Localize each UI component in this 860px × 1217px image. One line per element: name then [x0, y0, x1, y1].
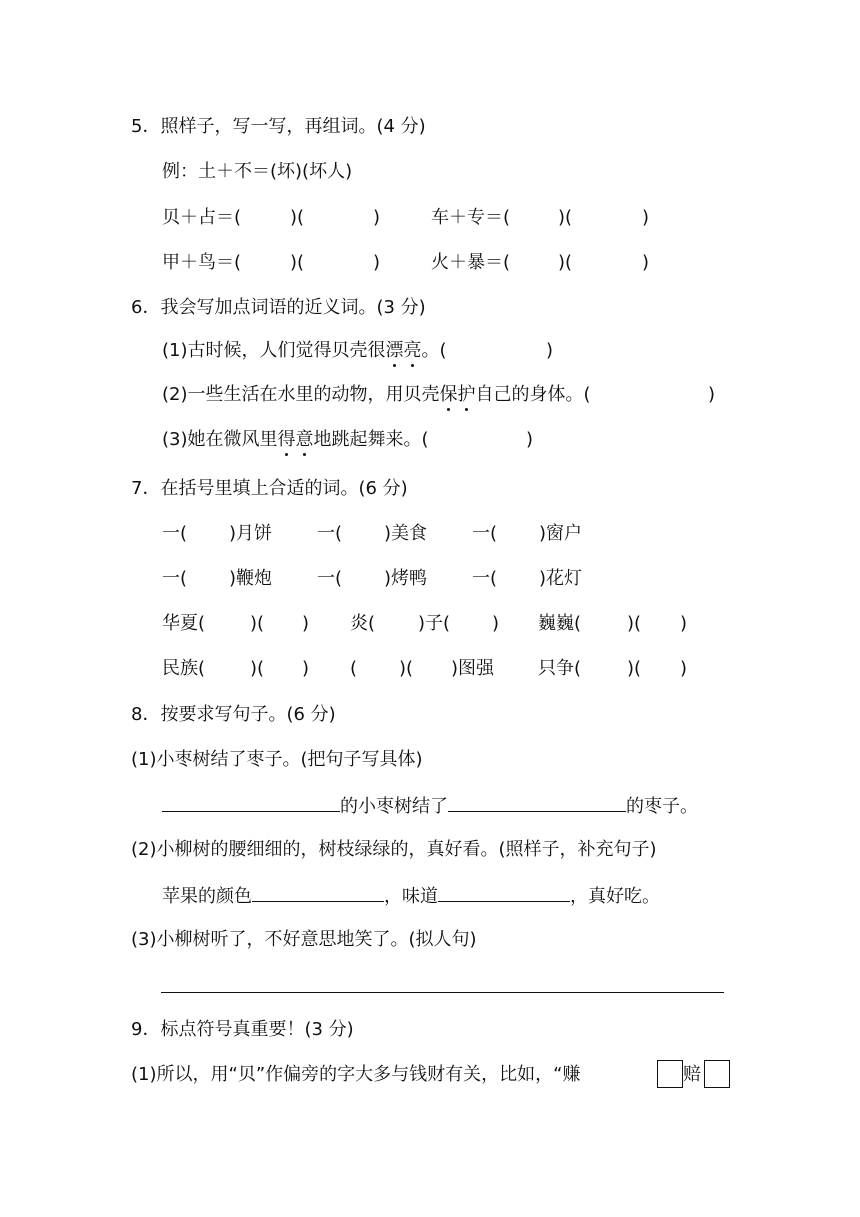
- q6-s2-text: (2)一些生活在水里的动物，用贝壳: [162, 384, 440, 405]
- q5-item-1b: )(: [290, 207, 305, 228]
- q7-r3-c1a: 华夏(: [162, 613, 206, 634]
- q7-r2-c3b: )花灯: [539, 568, 583, 589]
- q7-r3-c1c: ): [302, 613, 310, 634]
- q6-sentence-3: [162, 428, 429, 452]
- q6-s2-dot-char-1: 保: [439, 384, 458, 405]
- answer-blank[interactable]: [448, 793, 626, 812]
- q9-p1-char: 赔: [683, 1064, 701, 1085]
- q6-s1-text: (1)古时候，人们觉得贝壳很: [162, 340, 386, 361]
- q7-r3-c3c: ): [680, 613, 688, 634]
- q7-r1-c2a: 一(: [317, 523, 343, 544]
- q9-title: 9．标点符号真重要！(3 分): [131, 1019, 354, 1040]
- q7-r2-c1a: 一(: [162, 568, 188, 589]
- q7-r4-c1b: )(: [250, 658, 265, 679]
- q5-item-4c: ): [642, 252, 650, 273]
- q7-r3-c3a: 巍巍(: [538, 613, 582, 634]
- q7-r3-c3b: )(: [627, 613, 642, 634]
- q5-item-2a: 车＋专＝(: [431, 207, 511, 228]
- q7-r1-c3a: 一(: [472, 523, 498, 544]
- q6-s3-dot-char-1: 得: [277, 429, 296, 450]
- q7-r2-c2b: )烤鸭: [384, 568, 428, 589]
- q6-s3-dot-char-2: 意: [295, 429, 314, 450]
- q8-title: 8．按要求写句子。(6 分): [131, 704, 336, 725]
- q7-r1-c1b: )月饼: [229, 523, 273, 544]
- q7-r1-c2b: )美食: [384, 523, 428, 544]
- q6-s3-text: (3)她在微风里: [162, 429, 278, 450]
- q7-r3-c2c: ): [492, 613, 500, 634]
- q7-r4-c3a: 只争(: [538, 658, 582, 679]
- q7-r2-c3a: 一(: [472, 568, 498, 589]
- q7-r4-c3c: ): [680, 658, 688, 679]
- q5-item-2c: ): [642, 207, 650, 228]
- q7-r4-c2a: (: [350, 658, 358, 679]
- q5-item-4b: )(: [558, 252, 573, 273]
- q7-r4-c1c: ): [302, 658, 310, 679]
- q7-r1-c1a: 一(: [162, 523, 188, 544]
- q6-s1-post: 。(: [421, 340, 447, 361]
- q8-p1-text-b: 的枣子。: [626, 796, 698, 817]
- q5-item-2b: )(: [558, 207, 573, 228]
- q7-title: 7．在括号里填上合适的词。(6 分): [131, 478, 408, 499]
- q8-part-1: (1)小枣树结了枣子。(把句子写具体): [131, 749, 423, 770]
- q8-p1-text-a: 的小枣树结了: [340, 796, 448, 817]
- q6-s3-post: 地跳起舞来。(: [313, 429, 429, 450]
- q6-s1-close: ): [546, 340, 554, 361]
- q5-item-3c: ): [373, 252, 381, 273]
- answer-blank[interactable]: [252, 883, 384, 902]
- q7-r4-c1a: 民族(: [162, 658, 206, 679]
- q6-s2-dot-char-2: 护: [457, 384, 476, 405]
- q6-title: 6．我会写加点词语的近义词。(3 分): [131, 297, 426, 318]
- q8-part-2: (2)小柳树的腰细细的，树枝绿绿的，真好看。(照样子，补充句子): [131, 839, 657, 860]
- q5-example: 例：土＋不＝(坏)(坏人): [162, 161, 353, 182]
- q8-p2-text-c: ，真好吃。: [570, 886, 660, 907]
- q9-part-1: (1)所以，用“贝”作偏旁的字大多与钱财有关，比如，“赚: [131, 1064, 581, 1085]
- q6-sentence-2: [162, 383, 591, 407]
- q5-item-1c: ): [373, 207, 381, 228]
- q7-r3-c2b: )子(: [418, 613, 451, 634]
- q7-r3-c1b: )(: [250, 613, 265, 634]
- q5-item-4a: 火＋暴＝(: [431, 252, 511, 273]
- punctuation-box-1[interactable]: [657, 1060, 683, 1088]
- q6-s3-close: ): [526, 429, 534, 450]
- q8-part-3: (3)小柳树听了，不好意思地笑了。(拟人句): [131, 929, 477, 950]
- q6-s2-post: 自己的身体。(: [475, 384, 591, 405]
- q7-r4-c3b: )(: [627, 658, 642, 679]
- q6-s1-dot-char-2: 亮: [403, 340, 422, 361]
- q8-part-1-answer: [162, 793, 698, 819]
- q6-s2-close: ): [708, 384, 716, 405]
- q8-p2-text-b: ，味道: [384, 886, 438, 907]
- q7-r2-c1b: )鞭炮: [229, 568, 273, 589]
- q5-item-1a: 贝＋占＝(: [162, 207, 242, 228]
- q7-r4-c2b: )(: [399, 658, 414, 679]
- q5-item-3a: 甲＋鸟＝(: [162, 252, 242, 273]
- q5-title: 5．照样子，写一写，再组词。(4 分): [131, 116, 426, 137]
- q6-s1-dot-char-1: 漂: [385, 340, 404, 361]
- punctuation-box-2[interactable]: [704, 1060, 730, 1088]
- q7-r2-c2a: 一(: [317, 568, 343, 589]
- q7-r3-c2a: 炎(: [350, 613, 376, 634]
- answer-blank[interactable]: [162, 793, 340, 812]
- q7-r4-c2c: )图强: [451, 658, 495, 679]
- answer-line[interactable]: [161, 992, 724, 993]
- q7-r1-c3b: )窗户: [539, 523, 583, 544]
- answer-blank[interactable]: [438, 883, 570, 902]
- q6-sentence-1: [162, 339, 447, 363]
- q8-p2-text-a: 苹果的颜色: [162, 886, 252, 907]
- q8-part-2-answer: [162, 883, 660, 909]
- q5-item-3b: )(: [290, 252, 305, 273]
